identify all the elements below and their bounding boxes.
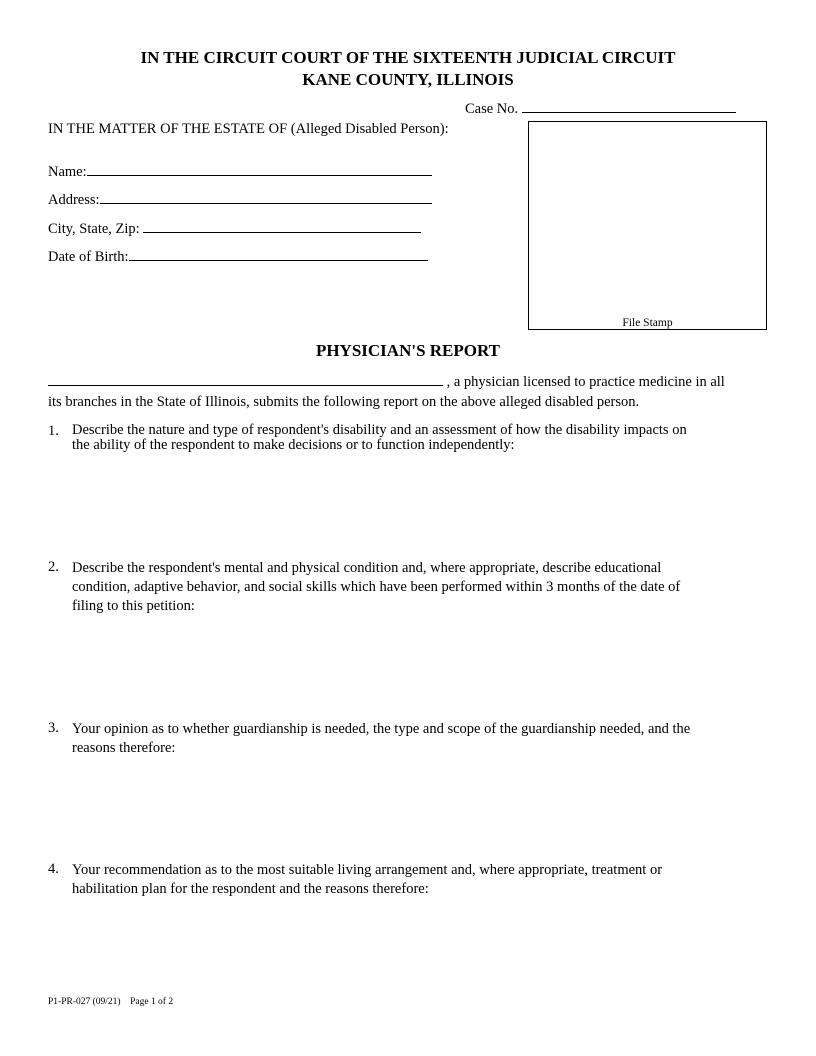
city-row bbox=[48, 221, 421, 238]
address-field[interactable] bbox=[100, 202, 432, 204]
name-field[interactable] bbox=[87, 174, 432, 176]
intro-line2: its branches in the State of Illinois, submits the following report on the above alleged disabled person. bbox=[48, 394, 640, 410]
question-text: habilitation plan for the respondent and the reasons therefore: bbox=[72, 881, 429, 897]
question-text: filing to this petition: bbox=[72, 598, 195, 614]
court-title-line2: KANE COUNTY, ILLINOIS bbox=[302, 70, 514, 89]
dob-field[interactable] bbox=[129, 259, 428, 261]
question-2 bbox=[72, 559, 772, 616]
file-stamp-box bbox=[528, 121, 767, 330]
question-3 bbox=[72, 720, 772, 758]
city-label: City, State, Zip: bbox=[48, 221, 140, 237]
question-number: 4. bbox=[48, 861, 59, 877]
intro-line1: , a physician licensed to practice medicine in all bbox=[446, 374, 725, 390]
answer-area-1[interactable] bbox=[48, 458, 768, 553]
question-text: reasons therefore: bbox=[72, 740, 176, 756]
page-number: Page 1 of 2 bbox=[130, 997, 174, 1007]
case-number-label: Case No. bbox=[465, 101, 519, 117]
question-1 bbox=[72, 423, 772, 453]
name-label: Name: bbox=[48, 164, 87, 180]
answer-area-2[interactable] bbox=[48, 620, 768, 715]
question-number: 1. bbox=[48, 423, 59, 439]
intro-line1-row bbox=[48, 374, 725, 391]
question-4 bbox=[72, 861, 772, 899]
question-text: Your opinion as to whether guardianship is needed, the type and scope of the guardianship needed, and the bbox=[72, 721, 691, 737]
question-number: 3. bbox=[48, 720, 59, 736]
answer-area-4[interactable] bbox=[48, 903, 768, 988]
question-text: Describe the nature and type of respondent's disability and an assessment of how the disability impacts on bbox=[72, 422, 687, 438]
court-title-line1: IN THE CIRCUIT COURT OF THE SIXTEENTH JUDICIAL CIRCUIT bbox=[140, 48, 676, 67]
dob-row bbox=[48, 249, 428, 266]
city-field[interactable] bbox=[143, 231, 421, 233]
matter-label: IN THE MATTER OF THE ESTATE OF (Alleged Disabled Person): bbox=[48, 121, 449, 137]
case-number-field[interactable] bbox=[522, 111, 736, 113]
physician-name-field[interactable] bbox=[48, 384, 443, 386]
question-text: condition, adaptive behavior, and social skills which have been performed within 3 months of the date of bbox=[72, 579, 681, 595]
dob-label: Date of Birth: bbox=[48, 249, 129, 265]
question-text: Describe the respondent's mental and physical condition and, where appropriate, describe educational bbox=[72, 560, 662, 576]
name-row bbox=[48, 164, 432, 181]
address-row bbox=[48, 192, 432, 209]
question-text: the ability of the respondent to make decisions or to function independently: bbox=[72, 437, 515, 453]
form-id: P1-PR-027 (09/21) bbox=[48, 997, 121, 1007]
address-label: Address: bbox=[48, 192, 100, 208]
question-number: 2. bbox=[48, 559, 59, 575]
footer bbox=[48, 997, 173, 1007]
report-title: PHYSICIAN'S REPORT bbox=[315, 341, 501, 360]
file-stamp-label: File Stamp bbox=[622, 317, 673, 329]
answer-area-3[interactable] bbox=[48, 762, 768, 857]
case-number-row bbox=[465, 101, 736, 118]
question-text: Your recommendation as to the most suitable living arrangement and, where appropriate, treatment or bbox=[72, 862, 663, 878]
